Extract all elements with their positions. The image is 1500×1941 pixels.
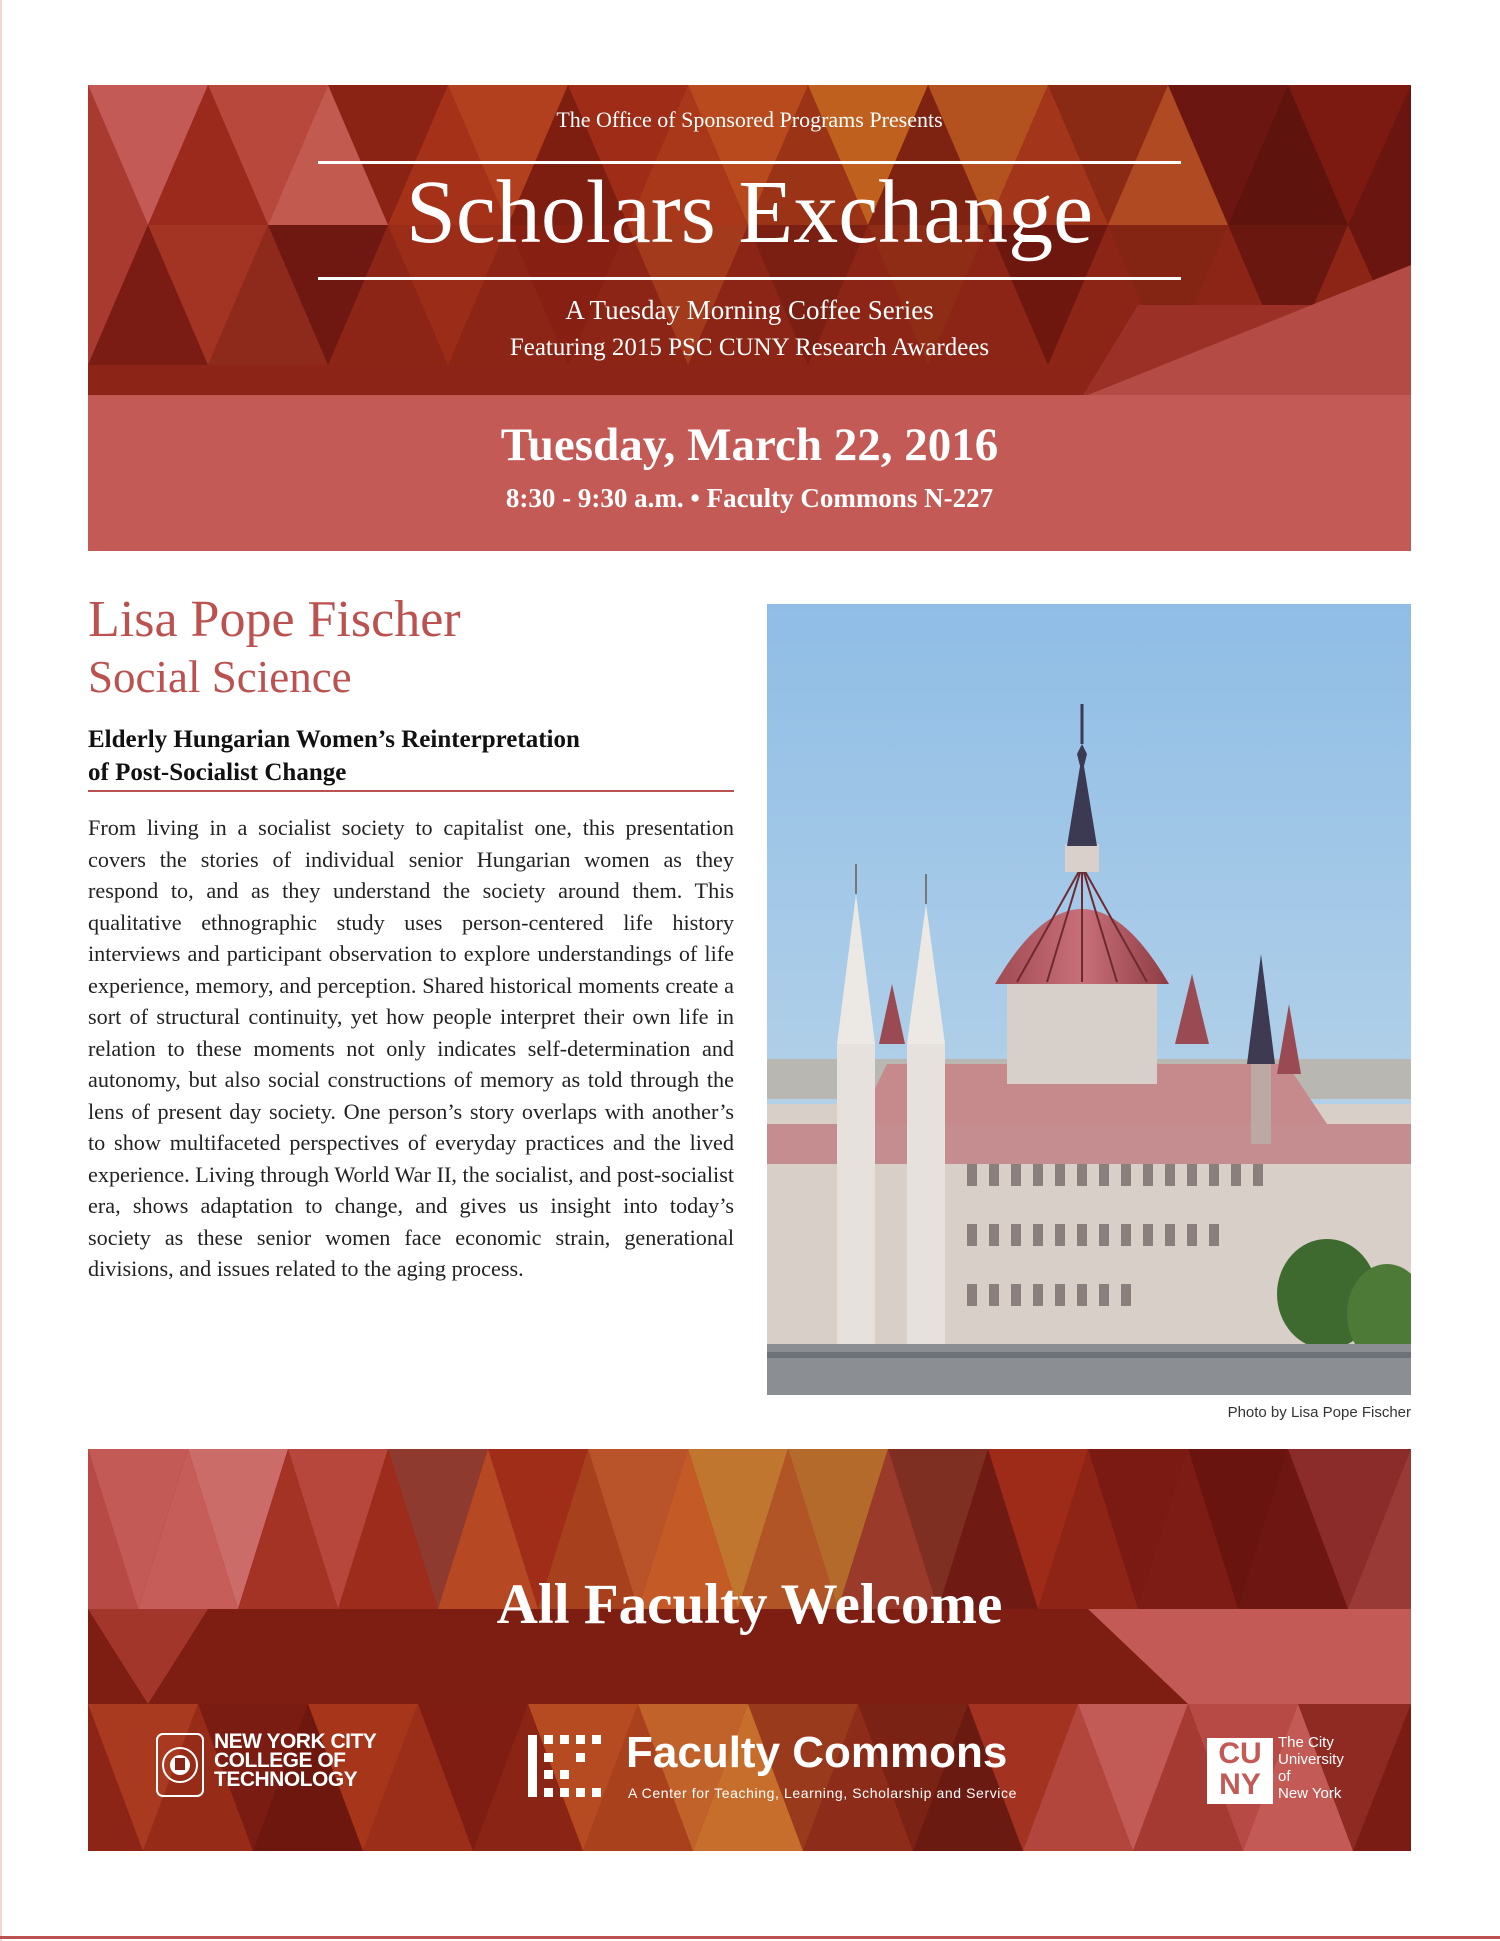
- cuny-line-4: New York: [1278, 1785, 1342, 1802]
- event-time-location: 8:30 - 9:30 a.m. • Faculty Commons N-227: [505, 483, 994, 513]
- page-bottom-rule: [0, 1936, 1500, 1939]
- speaker-name: Lisa Pope Fischer: [88, 591, 461, 648]
- page-edge: [0, 0, 2, 1941]
- title-rule-bottom: [318, 277, 1181, 280]
- parliament-photo: [767, 604, 1411, 1395]
- citytech-line-3: TECHNOLOGY: [214, 1768, 358, 1791]
- citytech-line-1: NEW YORK CITY: [214, 1730, 377, 1753]
- welcome-message: All Faculty Welcome: [496, 1573, 1003, 1636]
- cuny-mark-top: CU: [1218, 1737, 1262, 1770]
- photo-credit: Photo by Lisa Pope Fischer: [1227, 1404, 1411, 1421]
- cuny-logo-icon: [1207, 1738, 1273, 1804]
- faculty-commons-logo-icon: [528, 1735, 613, 1797]
- speaker-department: Social Science: [88, 652, 352, 702]
- event-title: Scholars Exchange: [405, 163, 1094, 262]
- cuny-line-2: University: [1278, 1751, 1344, 1768]
- citytech-line-2: COLLEGE OF: [214, 1749, 346, 1772]
- event-date: Tuesday, March 22, 2016: [500, 419, 999, 471]
- talk-title-line-1: Elderly Hungarian Women’s Reinterpretation: [88, 726, 580, 753]
- faculty-commons-tagline: A Center for Teaching, Learning, Scholarship and Service: [628, 1785, 1017, 1801]
- citytech-logo-text: [214, 1732, 376, 1789]
- cuny-mark-bottom: NY: [1219, 1768, 1261, 1801]
- presenter-line: The Office of Sponsored Programs Presents: [556, 107, 943, 132]
- faculty-commons-title: Faculty Commons: [626, 1728, 1008, 1777]
- citytech-seal-icon: [155, 1732, 205, 1798]
- header-banner: [88, 85, 1411, 551]
- talk-title-line-2: of Post-Socialist Change: [88, 759, 347, 786]
- cuny-line-1: The City: [1278, 1734, 1334, 1751]
- cuny-line-3: of: [1278, 1768, 1291, 1785]
- cuny-logo-text: [1278, 1734, 1344, 1802]
- talk-title: [88, 723, 738, 789]
- awardees-subtitle: Featuring 2015 PSC CUNY Research Awardees: [509, 334, 990, 361]
- series-subtitle: A Tuesday Morning Coffee Series: [565, 295, 934, 325]
- talk-title-rule: [88, 790, 734, 792]
- talk-abstract: From living in a socialist society to capitalist one, this presentation covers the stories of individual senior Hungarian women as they respond to, and as they understand the society around them. This qualitative ethnographic study uses person-centered life history interviews and participant observation to explore understandings of life experience, memory, and perception. Shared historical moments create a sort of structural continuity, yet how people interpret their own life in relation to these moments not only indicates self-determination and autonomy, but also social constructions of memory as told through the lens of present day society. One person’s story overlaps with another’s to show multifaceted perspectives of everyday practices and the lived experience. Living through World War II, the socialist, and post-socialist era, shows adaptation to change, and gives us insight into today’s society as these senior women face economic strain, generational divisions, and issues related to the aging process.: [88, 815, 734, 1281]
